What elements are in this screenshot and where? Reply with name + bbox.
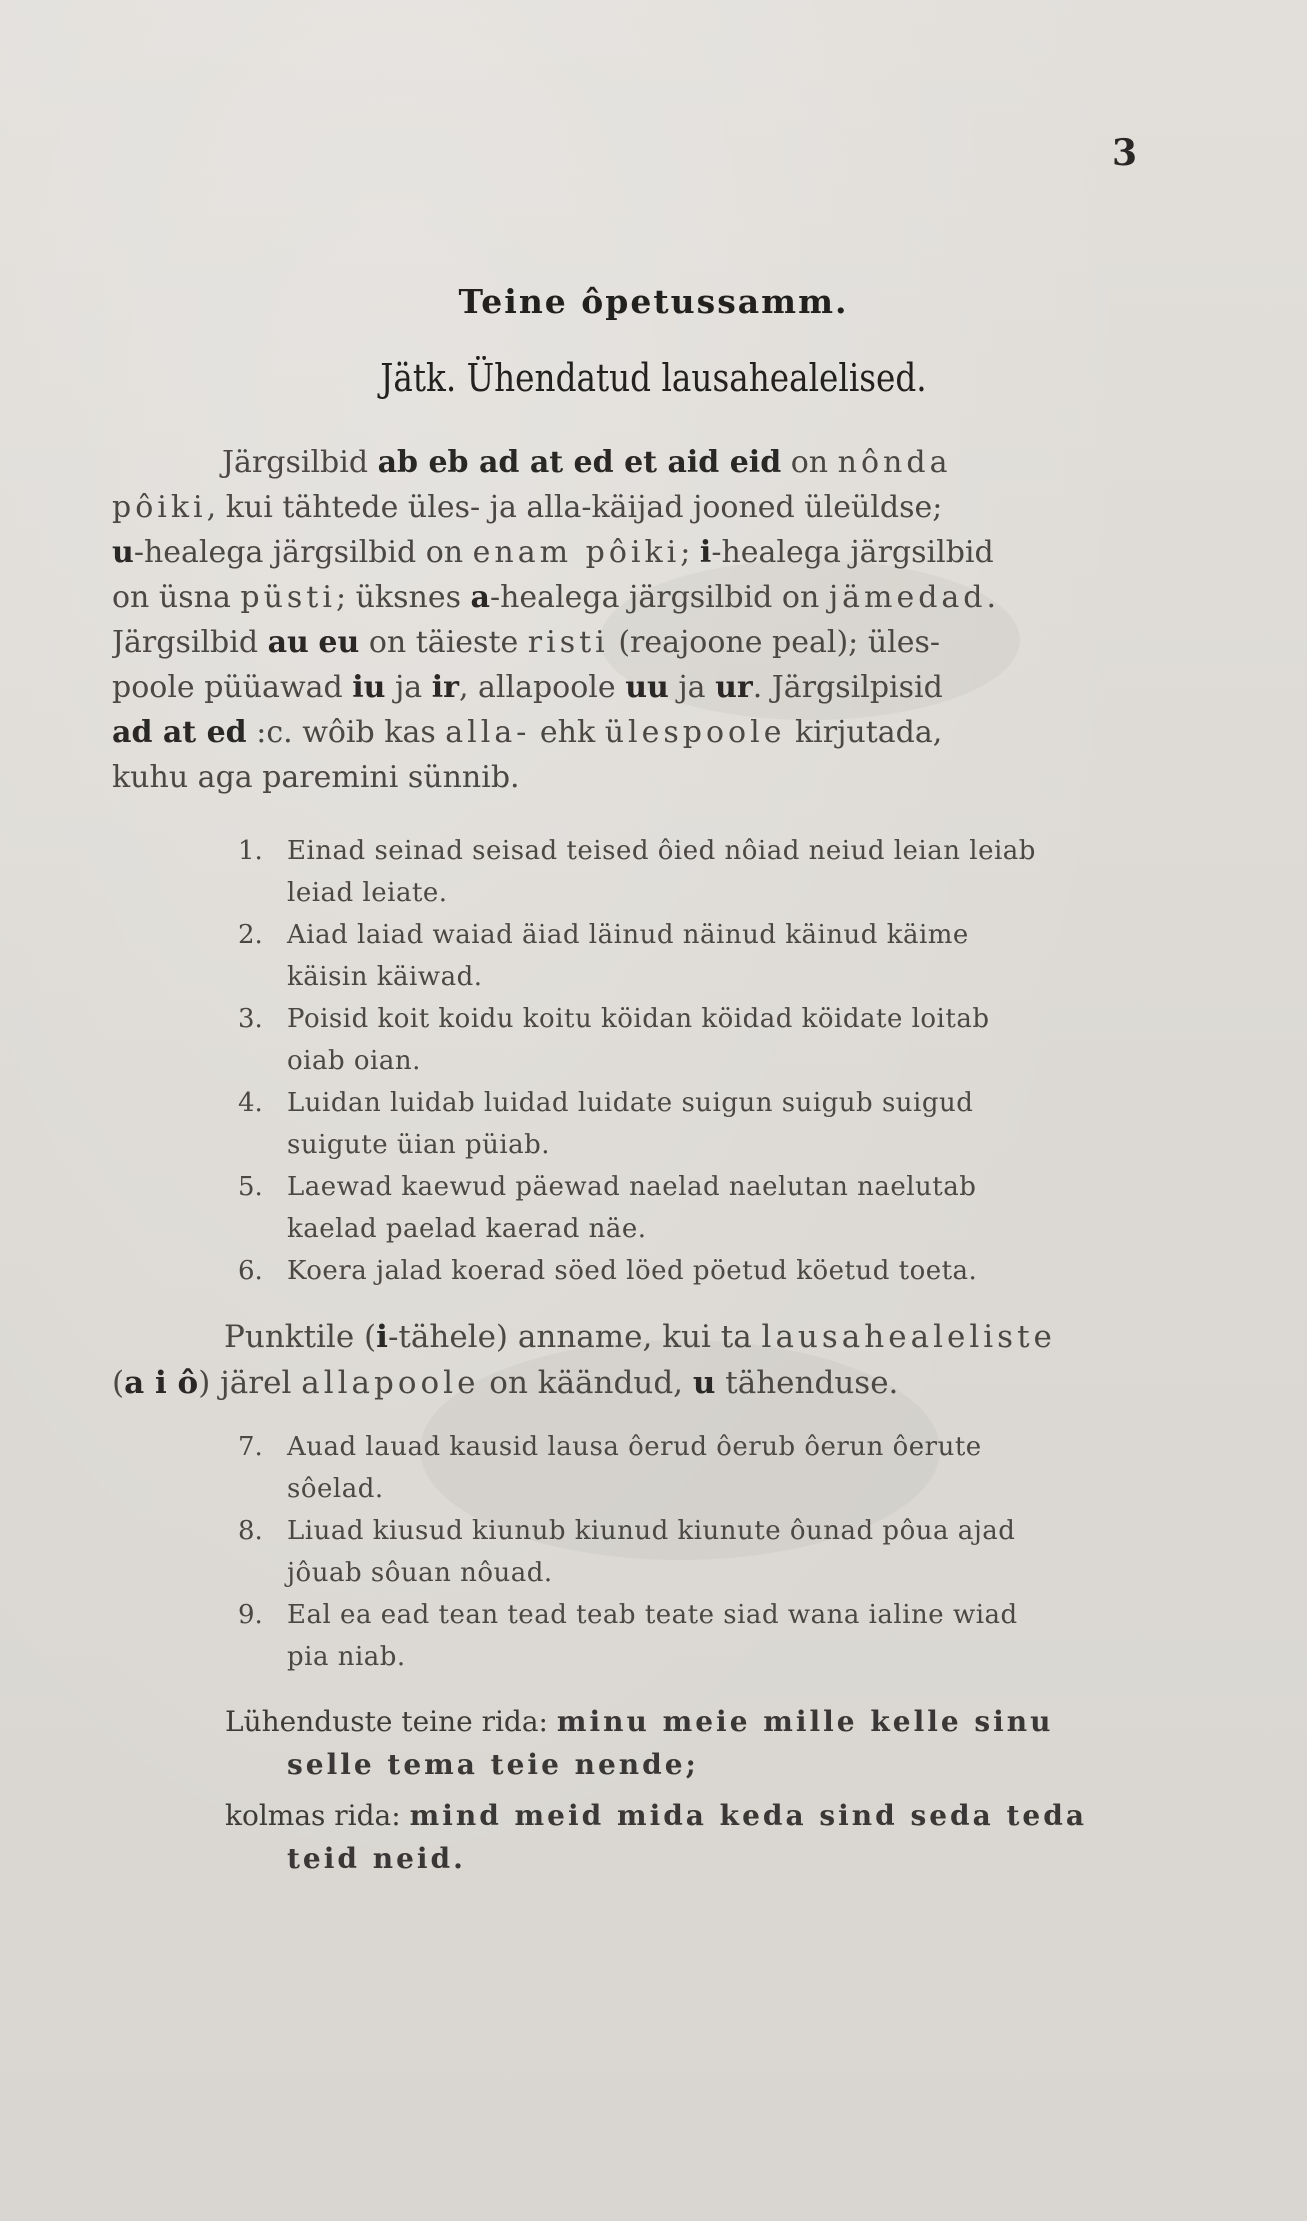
- intro-paragraph: [112, 440, 1150, 800]
- exercise-line: sôelad.: [287, 1474, 384, 1504]
- exercise-line: oiab oian.: [287, 1046, 421, 1076]
- exercise-item: [230, 830, 1150, 914]
- punktile-paragraph: [112, 1314, 1150, 1406]
- exercise-line: Poisid koit koidu koitu köidan köidad köidate loitab: [287, 1004, 990, 1034]
- exercise-item: [230, 914, 1150, 998]
- exercise-line: Aiad laiad waiad äiad läinud näinud käinud käime: [287, 920, 969, 950]
- exercise-item: [230, 1426, 1150, 1510]
- exercise-line: leiad leiate.: [287, 878, 448, 908]
- abbreviations-block: [225, 1700, 1150, 1888]
- lesson-subtitle: Jätk. Ühendatud lausahealelised.: [380, 356, 927, 400]
- exercise-list-2: [230, 1426, 1150, 1678]
- exercise-number: 2.: [238, 920, 263, 950]
- lesson-title: Teine ôpetussamm.: [458, 282, 849, 321]
- exercise-number: 4.: [238, 1088, 263, 1118]
- exercise-line: kaelad paelad kaerad näe.: [287, 1214, 647, 1244]
- page-number: 3: [1112, 132, 1138, 174]
- abbreviation-words: mind meid mida keda sind seda teda: [409, 1799, 1087, 1832]
- exercise-line: Luidan luidab luidad luidate suigun suigub suigud: [287, 1088, 974, 1118]
- exercise-number: 5.: [238, 1172, 263, 1202]
- abbreviation-words: minu meie mille kelle sinu: [556, 1705, 1054, 1738]
- exercise-number: 9.: [238, 1600, 263, 1630]
- exercise-line: Eal ea ead tean tead teab teate siad wana ialine wiad: [287, 1600, 1018, 1630]
- intro-line: ad at ed :c. wôib kas alla- ehk ülespoole kirjutada,: [112, 715, 943, 750]
- exercise-line: Liuad kiusud kiunub kiunud kiunute ôunad pôua ajad: [287, 1516, 1016, 1546]
- exercise-line: Laewad kaewud päewad naelad naelutan naelutab: [287, 1172, 977, 1202]
- exercise-item: [230, 1594, 1150, 1678]
- abbreviation-label: kolmas rida:: [225, 1799, 401, 1832]
- exercise-line: jôuab sôuan nôuad.: [287, 1558, 553, 1588]
- exercise-line: Einad seinad seisad teised ôied nôiad neiud leian leiab: [287, 836, 1036, 866]
- exercise-line: Koera jalad koerad söed löed pöetud köetud toeta.: [287, 1256, 978, 1286]
- exercise-item: [230, 1250, 1150, 1292]
- abbreviation-row-second: [225, 1700, 1150, 1786]
- exercise-list-1: [230, 830, 1150, 1292]
- exercise-number: 3.: [238, 1004, 263, 1034]
- intro-line: Järgsilbid au eu on täieste risti (reajoone peal); üles-: [112, 625, 941, 660]
- exercise-line: suigute üian püiab.: [287, 1130, 551, 1160]
- intro-line: on üsna püsti; üksnes a-healega järgsilbid on jämedad.: [112, 580, 997, 615]
- exercise-item: [230, 998, 1150, 1082]
- exercise-item: [230, 1510, 1150, 1594]
- intro-line: u-healega järgsilbid on enam pôiki; i-healega järgsilbid: [112, 535, 994, 570]
- abbreviation-row-third: [225, 1794, 1150, 1880]
- intro-line: kuhu aga paremini sünnib.: [112, 760, 520, 795]
- abbreviation-words: selle tema teie nende;: [287, 1748, 699, 1781]
- intro-line: pôiki, kui tähtede üles- ja alla-käijad jooned üleüldse;: [112, 490, 943, 525]
- exercise-item: [230, 1082, 1150, 1166]
- exercise-line: pia niab.: [287, 1642, 406, 1672]
- exercise-number: 6.: [238, 1256, 263, 1286]
- abbreviation-words: teid neid.: [287, 1842, 466, 1875]
- punktile-line: Punktile (i-tähele) anname, kui ta lausahealeliste: [224, 1319, 1056, 1355]
- exercise-line: käisin käiwad.: [287, 962, 483, 992]
- punktile-line: (a i ô) järel allapoole on käändud, u tähenduse.: [112, 1365, 899, 1401]
- exercise-line: Auad lauad kausid lausa ôerud ôerub ôerun ôerute: [287, 1432, 982, 1462]
- exercise-number: 1.: [238, 836, 263, 866]
- exercise-item: [230, 1166, 1150, 1250]
- intro-line: Järgsilbid ab eb ad at ed et aid eid on nônda: [222, 445, 952, 480]
- exercise-number: 8.: [238, 1516, 263, 1546]
- intro-line: poole püüawad iu ja ir, allapoole uu ja ur. Järgsilpisid: [112, 670, 943, 705]
- exercise-number: 7.: [238, 1432, 263, 1462]
- abbreviation-label: Lühenduste teine rida:: [225, 1705, 548, 1738]
